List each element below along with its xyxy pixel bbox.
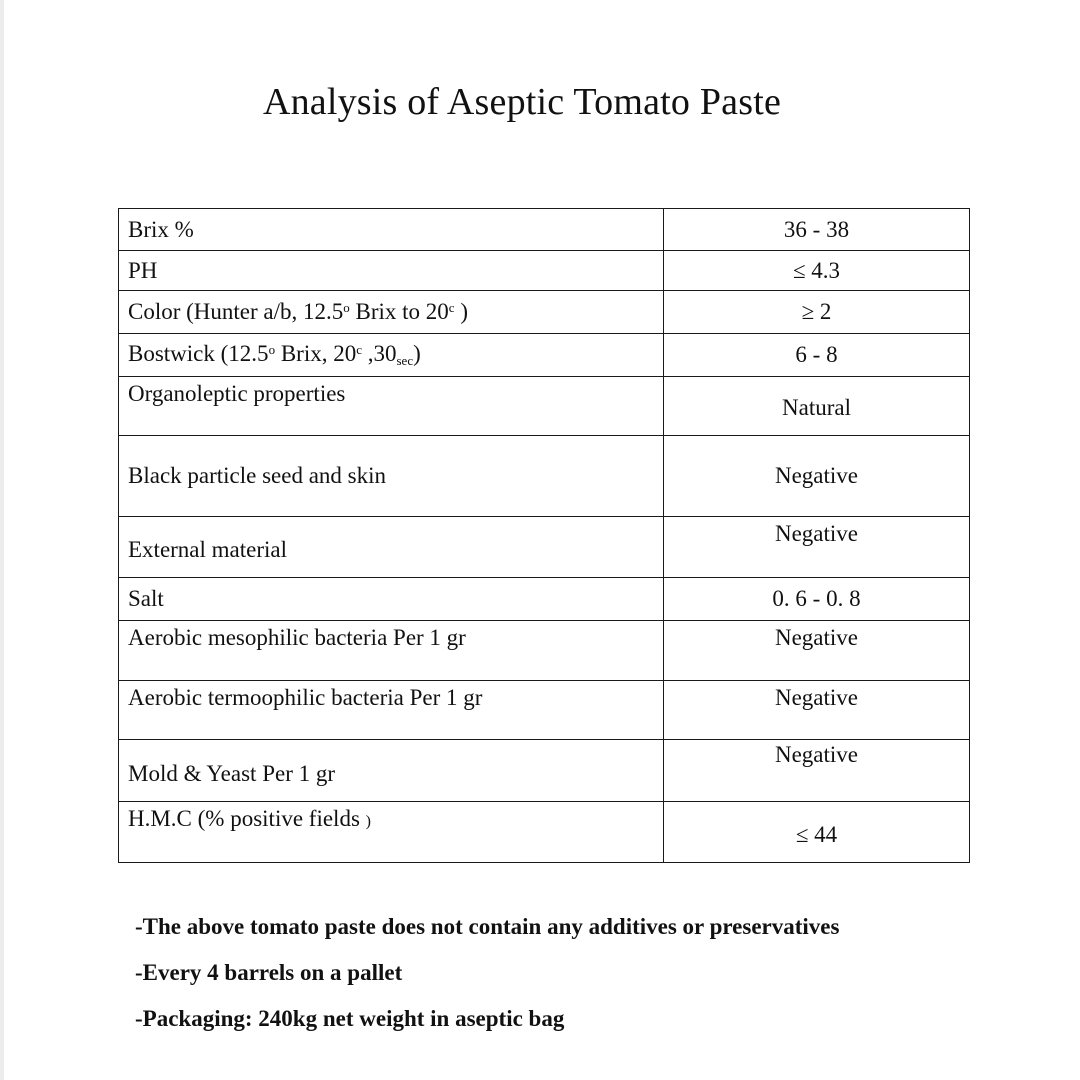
row-label: External material	[119, 517, 664, 578]
row-label: Aerobic mesophilic bacteria Per 1 gr	[119, 621, 664, 681]
note-item: -Every 4 barrels on a pallet	[135, 960, 403, 985]
row-label: Brix %	[119, 209, 664, 251]
row-label: PH	[119, 251, 664, 291]
page-title: Analysis of Aseptic Tomato Paste	[262, 81, 782, 123]
row-label: Organoleptic properties	[119, 377, 664, 436]
table-row	[119, 209, 970, 251]
row-label: Bostwick (12.5$^o$ Brix, 20$^c$ $,30_{sec}$)	[119, 334, 664, 377]
row-value: 0. 6 - 0. 8	[664, 578, 970, 621]
row-value: 36 - 38	[664, 209, 970, 251]
row-label: Mold & Yeast Per 1 gr	[119, 740, 664, 802]
row-label: Salt	[119, 578, 664, 621]
page-edge-shadow	[0, 0, 4, 1080]
row-label: Aerobic termoophilic bacteria Per 1 gr	[119, 681, 664, 740]
table-row	[119, 621, 970, 681]
table-row	[119, 436, 970, 517]
row-value: Negative	[664, 681, 970, 740]
table-row	[119, 334, 970, 377]
table-row	[119, 251, 970, 291]
row-label: Color (Hunter a/b, 12.5$^o$ Brix to 20$^c$ )	[119, 291, 664, 334]
table-row	[119, 802, 970, 863]
analysis-table	[118, 208, 970, 863]
row-value: ≥ 2	[664, 291, 970, 334]
row-label: H.M.C (% positive fields )	[119, 802, 664, 863]
row-value: Negative	[664, 621, 970, 681]
row-value: 6 - 8	[664, 334, 970, 377]
row-value: Negative	[664, 517, 970, 578]
table-row	[119, 377, 970, 436]
note-item: -Packaging: 240kg net weight in aseptic bag	[135, 1006, 565, 1031]
table-row	[119, 517, 970, 578]
row-value: Negative	[664, 436, 970, 517]
row-value: ≤ 4.3	[664, 251, 970, 291]
row-value: Natural	[664, 377, 970, 436]
table-row	[119, 291, 970, 334]
table-row	[119, 578, 970, 621]
table-row	[119, 740, 970, 802]
table-row	[119, 681, 970, 740]
notes-list	[135, 908, 839, 1046]
note-item: -The above tomato paste does not contain any additives or preservatives	[135, 914, 840, 939]
row-value: Negative	[664, 740, 970, 802]
row-label: Black particle seed and skin	[119, 436, 664, 517]
row-value: ≤ 44	[664, 802, 970, 863]
